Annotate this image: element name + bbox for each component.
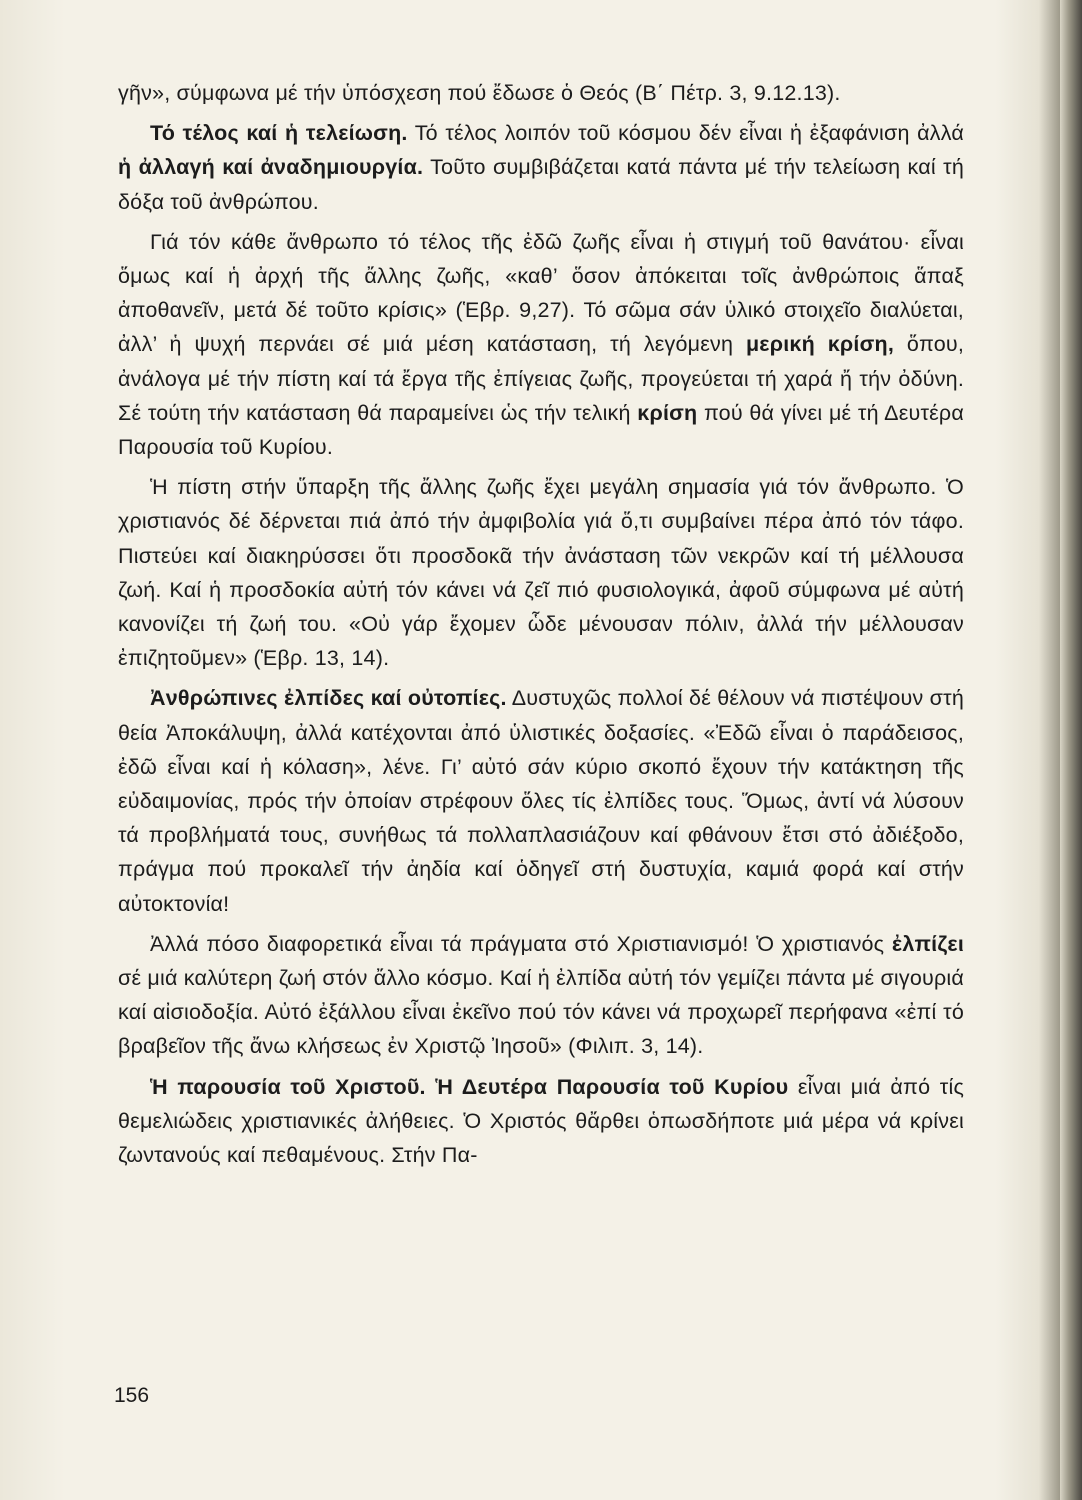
text-run: εἶναι μιά ἀπό τίς θεμελιώδεις χριστιανικές ἀλήθειες. Ὁ Χριστός θἄρθει ὁπωσδήποτε μιά μέρα νά κρίνει ζωντανούς καί πεθαμένους. Στήν Πα- — [118, 1074, 965, 1168]
paragraph-second-coming — [118, 1070, 964, 1173]
paragraph-continuation — [118, 76, 964, 110]
paragraph-christian-hope — [118, 927, 964, 1064]
paragraph-human-hopes — [118, 681, 964, 920]
page-number: 156 — [114, 1384, 150, 1407]
paragraph-death-and-judgment — [118, 225, 964, 464]
bold-term: Ἡ παρουσία τοῦ Χριστοῦ. Ἡ Δευτέρα Παρουσία τοῦ Κυρίου — [150, 1074, 789, 1099]
text-run: Γιά τόν κάθε ἄνθρωπο τό τέλος τῆς ἐδῶ ζωῆς εἶναι ἡ στιγμή τοῦ θανάτου· εἶναι ὅμως καί ἡ ἀρχή τῆς ἄλλης ζωῆς, «καθ’ ὅσον ἀπόκειται τοῖς ἀνθρώποις ἅπαξ ἀποθανεῖν, μετά δέ τοῦτο κρίσις» (Ἑβρ. 9,27). Τό σῶμα σάν ὑλικό στοιχεῖο διαλύεται, ἀλλ’ ἡ ψυχή περνάει σέ μιά μέση κατάσταση, τή λεγόμενη — [118, 229, 964, 357]
text-run: Τό τέλος λοιπόν τοῦ κόσμου δέν εἶναι ἡ ἐξαφάνιση ἀλλά — [407, 121, 964, 146]
paragraph-end-and-completion — [118, 116, 964, 219]
text-run: πού θά γίνει μέ τή Δευτέρα Παρουσία τοῦ Κυρίου. — [118, 400, 964, 460]
text-run: Τοῦτο συμβιβάζεται κατά πάντα μέ τήν τελείωση καί τή δόξα τοῦ ἀνθρώπου. — [118, 155, 964, 214]
text-run: ὅπου, ἀνάλογα μέ τήν πίστη καί τά ἔργα τῆς ἐπίγειας ζωῆς, προγεύεται τή χαρά ἤ τήν ὀδύνη. Σέ τούτη τήν κατάσταση θά παραμείνει ὡς τήν τελική — [118, 332, 964, 425]
text-run: Ἡ πίστη στήν ὕπαρξη τῆς ἄλλης ζωῆς ἔχει μεγάλη σημασία γιά τόν ἄνθρωπο. Ὁ χριστιανός δέ δέρνεται πιά ἀπό τήν ἀμφιβολία γιά ὅ,τι συμβαίνει πέρα ἀπό τόν τάφο. Πιστεύει καί διακηρύσσει ὅτι προσδοκᾶ τήν ἀνάσταση τῶν νεκρῶν καί τή μέλλουσα ζωή. Καί ἡ προσδοκία αὐτή τόν κάνει νά ζεῖ πιό φυσιολογικά, ἀφοῦ σύμφωνα μέ αὐτή κανονίζει τή ζωή του. «Οὐ γάρ ἔχομεν ὧδε μένουσαν πόλιν, ἀλλά τήν μέλλουσαν ἐπιζητοῦμεν» (Ἑβρ. 13, 14). — [118, 475, 964, 671]
text-run: Ἀλλά πόσο διαφορετικά εἶναι τά πράγματα στό Χριστιανισμό! Ὁ χριστιανός — [150, 931, 892, 956]
text-run: Δυστυχῶς πολλοί δέ θέλουν νά πιστέψουν στή θεία Ἀποκάλυψη, ἀλλά κατέχονται ἀπό ὑλιστικές δοξασίες. «Ἐδῶ εἶναι ὁ παράδεισος, ἐδῶ εἶναι καί ἡ κόλαση», λένε. Γι’ αὐτό σάν κύριο σκοπό ἔχουν τήν κατάκτηση τῆς εὐδαιμονίας, πρός τήν ὁποίαν στρέφουν ὅλες τίς ἐλπίδες τους. Ὅμως, ἀντί νά λύσουν τά προβλήματά τους, συνήθως τά πολλαπλασιάζουν καί φθάνουν ἔτσι στό ἀδιέξοδο, πράγμα πού προκαλεῖ τήν ἀηδία καί ὁδηγεῖ στή δυστυχία, καμιά φορά καί στήν αὐτοκτονία! — [118, 686, 964, 916]
bold-term: Ἀνθρώπινες ἐλπίδες καί οὐτοπίες. — [150, 686, 507, 711]
bold-term: ἡ ἀλλαγή καί ἀναδημιουργία. — [118, 155, 424, 180]
page-text-body — [118, 76, 964, 1178]
bold-term: Τό τέλος καί ἡ τελείωση. — [150, 121, 408, 146]
paragraph-faith-afterlife — [118, 470, 964, 675]
text-run: σέ μιά καλύτερη ζωή στόν ἄλλο κόσμο. Καί ἡ ἐλπίδα αὐτή τόν γεμίζει πάντα μέ σιγουριά καί αἰσιοδοξία. Αὐτό ἐξάλλου εἶναι ἐκεῖνο πού τόν κάνει νά προχωρεῖ περήφανα «ἐπί τό βραβεῖον τῆς ἄνω κλήσεως ἐν Χριστῷ Ἰησοῦ» (Φιλιπ. 3, 14). — [118, 966, 964, 1059]
bold-term: ἐλπίζει — [891, 931, 964, 956]
bold-term: κρίση — [637, 400, 698, 425]
bold-term: μερική κρίση, — [745, 332, 894, 357]
book-spine-shadow — [1060, 0, 1082, 1500]
text-run: γῆν», σύμφωνα μέ τήν ὑπόσχεση πού ἔδωσε ὁ Θεός (Β΄ Πέτρ. 3, 9.12.13). — [118, 81, 841, 105]
